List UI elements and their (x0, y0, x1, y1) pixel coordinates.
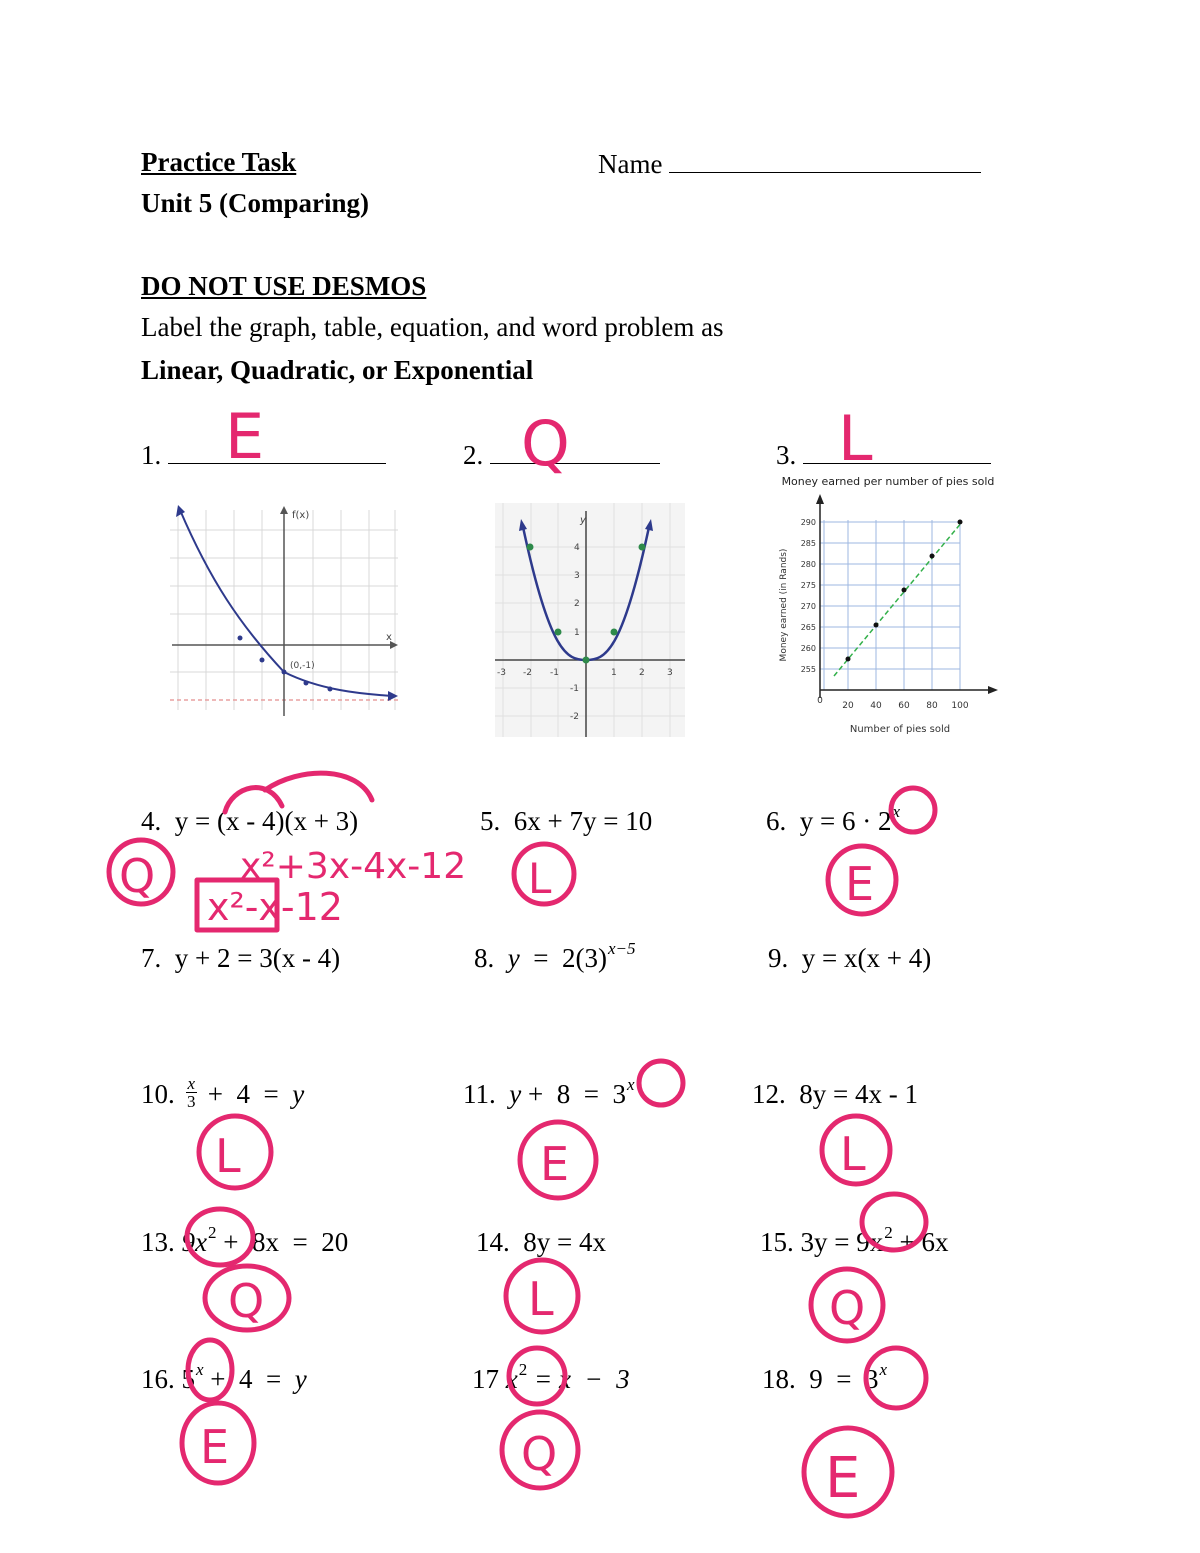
y-tick: 270 (800, 602, 816, 611)
item-number: 12. (752, 1079, 786, 1109)
equation-text: = x − 3 (527, 1364, 630, 1394)
x-tick: 2 (639, 668, 645, 678)
equation-text: y + 2 = 3(x - 4) (174, 943, 341, 973)
graph-3-xlabel: Number of pies sold (849, 724, 951, 735)
item-2[interactable] (463, 437, 660, 471)
item-number: 11. (463, 1079, 496, 1109)
equation-5 (480, 805, 652, 837)
equation-text: 6x + 7y = 10 (513, 806, 653, 836)
equation-8 (474, 939, 636, 978)
equation-text: x (505, 1364, 518, 1394)
equation-11 (463, 1075, 635, 1114)
y-tick: -2 (570, 712, 579, 722)
answer-13-handwritten: Q (228, 1274, 265, 1328)
answer-2-handwritten: Q (521, 407, 570, 480)
item-number: 9. (768, 943, 789, 973)
x-tick: 20 (842, 701, 854, 711)
y-tick: 2 (574, 599, 580, 609)
item-number: 5. (480, 806, 501, 836)
item-number: 18. (762, 1364, 796, 1394)
item-number: 13. (141, 1227, 175, 1257)
item-number: 6. (766, 806, 787, 836)
graph-2-ylabel: y (580, 515, 586, 526)
equation-7 (141, 942, 340, 974)
equation-16 (141, 1360, 307, 1399)
x-tick: 40 (870, 701, 882, 711)
name-label: Name (598, 149, 663, 179)
equation-var: y (292, 1079, 305, 1109)
answer-12-handwritten: L (840, 1127, 866, 1181)
x-tick: -2 (523, 668, 532, 678)
graph-1-point-label: (0,-1) (290, 661, 315, 671)
exponent: x (196, 1360, 204, 1379)
answer-16-handwritten: E (200, 1420, 230, 1474)
unit-subtitle: Unit 5 (Comparing) (141, 188, 369, 218)
item-number: 15. (760, 1227, 794, 1257)
answer-10-handwritten: L (215, 1129, 241, 1183)
item-number: 4. (141, 806, 162, 836)
equation-10 (141, 1074, 305, 1114)
equation-text: + 8 = 3 (521, 1079, 626, 1109)
graph-3-ylabel: Money earned (in Rands) (779, 548, 789, 662)
graph-3-linear (768, 470, 1008, 740)
x-tick: 100 (951, 701, 969, 711)
equation-text: + 4 = (203, 1364, 295, 1394)
numerator: x (187, 1074, 196, 1094)
category-line: Linear, Quadratic, or Exponential (141, 355, 534, 385)
answer-15-handwritten: Q (829, 1281, 866, 1335)
graph-3-title: Money earned per number of pies sold (781, 475, 995, 488)
answer-blank[interactable] (490, 437, 660, 464)
answer-1-handwritten: E (225, 400, 265, 473)
page-title: Practice Task (141, 147, 297, 177)
denominator: 3 (187, 1092, 196, 1112)
item-number: 10. (141, 1079, 175, 1109)
y-tick: 265 (800, 623, 816, 632)
answer-18-handwritten: E (825, 1446, 861, 1511)
answer-6-handwritten: E (845, 857, 875, 911)
answer-blank[interactable] (168, 437, 386, 464)
answer-5-handwritten: L (528, 854, 552, 903)
y-tick: 275 (800, 581, 816, 590)
exponent: 2 (207, 1223, 217, 1242)
y-tick: 260 (800, 644, 816, 653)
equation-text: 8y = 4x - 1 (799, 1079, 918, 1109)
x-tick: 60 (898, 701, 910, 711)
equation-12 (752, 1078, 918, 1110)
x-tick: 1 (611, 668, 617, 678)
equation-13 (141, 1223, 349, 1262)
exponent: x−5 (607, 939, 636, 958)
graph-1-ylabel: f(x) (292, 510, 310, 521)
graph-1-xlabel: x (386, 632, 392, 643)
warning-text: DO NOT USE DESMOS (141, 271, 427, 301)
equation-4 (141, 805, 358, 837)
equation-lhs: y (507, 943, 520, 973)
equation-text: 5 (181, 1364, 195, 1394)
y-tick: 4 (574, 543, 580, 553)
item-number: 3. (776, 440, 797, 470)
equation-17 (472, 1360, 630, 1399)
item-number: 8. (474, 943, 495, 973)
answer-11-handwritten: E (540, 1137, 570, 1191)
equation-lhs: y (509, 1079, 522, 1109)
x-tick: -3 (497, 668, 506, 678)
exponent: x (892, 802, 901, 821)
equation-text: 3y = 9x (800, 1227, 884, 1257)
x-tick: 80 (926, 701, 938, 711)
name-field[interactable] (598, 146, 981, 180)
equation-18 (762, 1360, 888, 1399)
equation-text: 9 = 3 (809, 1364, 879, 1394)
equation-text: y = x(x + 4) (801, 943, 932, 973)
equation-var: y (294, 1364, 307, 1394)
answer-17-handwritten: Q (521, 1427, 558, 1481)
x-tick: 0 (817, 696, 823, 706)
item-number: 7. (141, 943, 162, 973)
equation-text: 8y = 4x (523, 1227, 606, 1257)
x-tick: -1 (550, 668, 559, 678)
y-tick: 290 (800, 518, 816, 527)
y-tick: 3 (574, 571, 580, 581)
name-blank[interactable] (669, 146, 981, 173)
exponent: x (879, 1360, 888, 1379)
graph-2-quadratic (495, 503, 685, 737)
fraction (186, 1075, 198, 1110)
y-tick: 280 (800, 560, 816, 569)
equation-14 (476, 1226, 606, 1258)
equation-text: 9x (181, 1227, 207, 1257)
exponent: x (626, 1075, 635, 1094)
equation-rhs: 2(3) (561, 943, 607, 973)
y-tick: 255 (800, 665, 816, 674)
item-number: 1. (141, 440, 162, 470)
y-tick: -1 (570, 684, 579, 694)
equation-text: + 8x = 20 (216, 1227, 349, 1257)
exponent: 2 (518, 1360, 528, 1379)
equation-15 (760, 1223, 949, 1262)
equation-6 (766, 802, 901, 841)
equation-text: + 4 = (207, 1079, 293, 1109)
y-tick: 285 (800, 539, 816, 548)
work-simplified: x²-x-12 (207, 885, 343, 929)
equals-sign: = (533, 943, 549, 973)
equation-text: y = 6 · 2 (799, 806, 892, 836)
equation-text: + 6x (892, 1227, 949, 1257)
answer-3-handwritten: L (838, 402, 873, 475)
answer-4-handwritten: Q (119, 849, 156, 903)
instruction-line: Label the graph, table, equation, and word problem as (141, 312, 724, 342)
graph-1-exponential (170, 500, 400, 720)
item-1[interactable] (141, 437, 386, 471)
answer-14-handwritten: L (528, 1272, 554, 1326)
item-number: 2. (463, 440, 484, 470)
x-tick: 3 (667, 668, 673, 678)
work-expansion: x²+3x-4x-12 (240, 846, 467, 887)
item-number: 17 (472, 1364, 499, 1394)
y-tick: 1 (574, 628, 580, 638)
exponent: 2 (884, 1223, 893, 1242)
item-number: 16. (141, 1364, 175, 1394)
answer-blank[interactable] (803, 437, 991, 464)
equation-text: y = (x - 4)(x + 3) (174, 806, 359, 836)
equation-9 (768, 942, 931, 974)
item-number: 14. (476, 1227, 510, 1257)
item-3[interactable] (776, 437, 991, 471)
